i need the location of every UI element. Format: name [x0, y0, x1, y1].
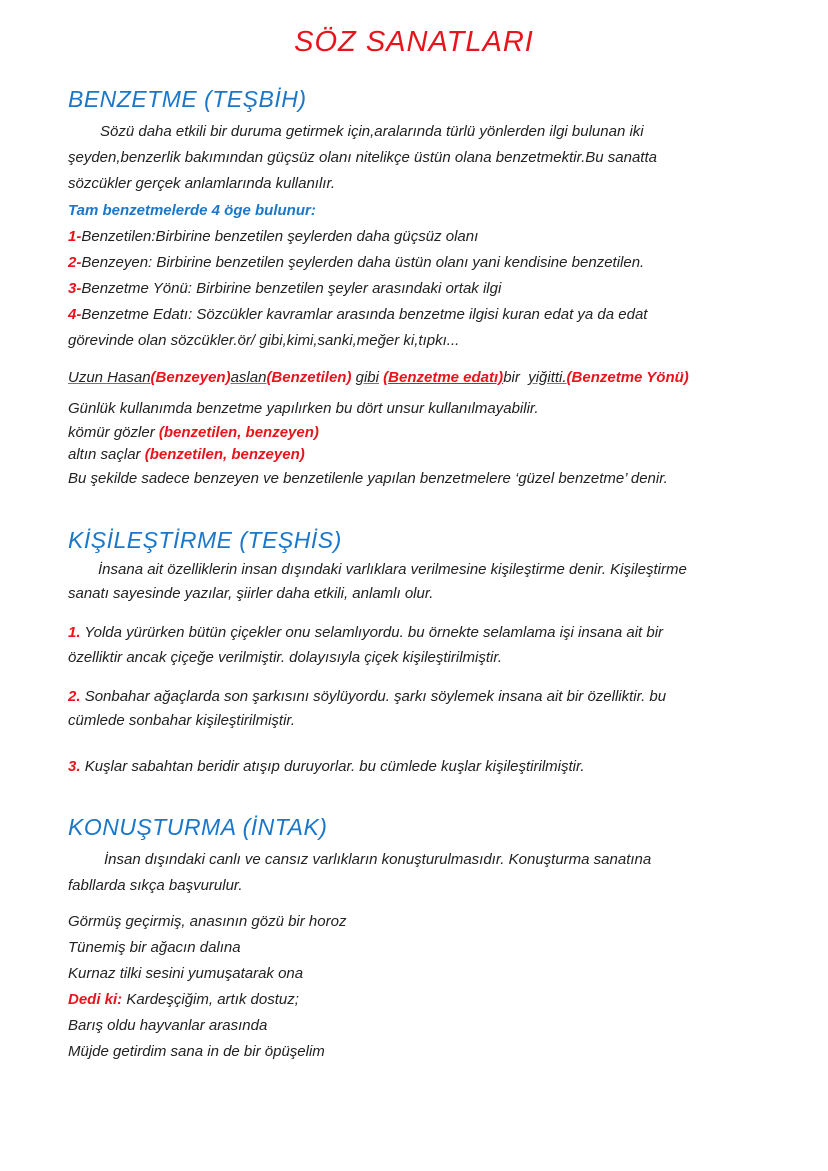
paragraph-line: İnsan dışındaki canlı ve cansız varlıkların konuşturulmasıdır. Konuşturma sanatına — [104, 851, 652, 868]
example-word: aslan — [230, 369, 267, 386]
page-title: SÖZ SANATLARI — [294, 26, 534, 58]
item-text: Benzetilen:Birbirine benzetilen şeylerden daha güçsüz olanı — [81, 228, 479, 245]
section-heading-benzetme: BENZETME (TEŞBİH) — [68, 86, 307, 112]
poem-line — [68, 913, 346, 931]
item-number: 3- — [68, 280, 82, 297]
example-line — [68, 688, 666, 706]
line-text: kömür gözler — [68, 424, 159, 441]
poem-text: Müjde getirdim sana in de bir öpüşelim — [68, 1043, 325, 1060]
section-heading-konusturma: KONUŞTURMA (İNTAK) — [68, 814, 328, 840]
paragraph-line: fabllarda sıkça başvurulur. — [68, 877, 243, 894]
item-number: 1- — [68, 228, 82, 245]
poem-text: Barış oldu hayvanlar arasında — [68, 1017, 268, 1034]
list-item — [68, 280, 501, 298]
poem-line — [68, 965, 303, 983]
example-word: yiğitti. — [528, 369, 567, 386]
example-tag: (Benzeyen) — [150, 369, 231, 386]
poem-text: Tünemiş bir ağacın dalına — [68, 939, 241, 956]
example-number: 1. — [68, 624, 81, 641]
poem-text: Kurnaz tilki sesini yumuşatarak ona — [68, 965, 304, 982]
example-number: 2. — [68, 688, 81, 705]
list-item-continuation: görevinde olan sözcükler.ör/ gibi,kimi,sanki,meğer ki,tıpkı... — [68, 332, 460, 349]
example-word: gibi — [355, 369, 379, 386]
example-number: 3. — [68, 758, 81, 775]
example-line: özelliktir ancak çiçeğe verilmiştir. dolayısıyla çiçek kişileştirilmiştir. — [68, 649, 502, 666]
line-text: Bu şekilde sadece benzeyen ve benzetilenle yapılan benzetmelere ‘güzel benzetme’ denir. — [68, 470, 668, 487]
text-line — [68, 446, 305, 464]
paragraph-line: İnsana ait özelliklerin insan dışındaki varlıklara verilmesine kişileştirme denir. Kişileştirme — [98, 561, 687, 578]
paragraph-line: Sözü daha etkili bir duruma getirmek için,aralarında türlü yönlerden ilgi bulunan iki — [100, 123, 644, 140]
text-line — [68, 424, 319, 442]
item-number: 4- — [68, 306, 82, 323]
example-word: Uzun Hasan — [68, 369, 151, 386]
poem-line — [68, 939, 241, 957]
example-text: Yolda yürürken bütün çiçekler onu selamlıyordu. bu örnekte selamlama işi insana ait bir — [84, 624, 664, 641]
paragraph-line: sözcükler gerçek anlamlarında kullanılır. — [68, 175, 336, 192]
poem-lead: Dedi ki: — [68, 991, 123, 1008]
item-text: Benzeyen: Birbirine benzetilen şeylerden daha üstün olanı yani kendisine benzetilen. — [81, 254, 645, 271]
poem-line — [68, 991, 299, 1009]
poem-text: Görmüş geçirmiş, anasının gözü bir horoz — [68, 913, 347, 930]
example-line — [68, 624, 663, 642]
subheading: Tam benzetmelerde 4 öge bulunur: — [68, 202, 316, 219]
poem-line — [68, 1017, 267, 1035]
paragraph-line: şeyden,benzerlik bakımından güçsüz olanı nitelikçe üstün olana benzetmektir.Bu sanatta — [68, 149, 657, 166]
poem-line — [68, 1043, 325, 1061]
item-text: Benzetme Yönü: Birbirine benzetilen şeyler arasındaki ortak ilgi — [81, 280, 502, 297]
line-tag: (benzetilen, benzeyen) — [144, 446, 305, 463]
poem-text: Kardeşçiğim, artık dostuz; — [122, 991, 299, 1008]
example-word: bir — [503, 369, 520, 386]
example-text: Sonbahar ağaçlarda son şarkısını söylüyordu. şarkı söylemek insana ait bir özelliktir. bu — [84, 688, 667, 705]
paragraph-line: sanatı sayesinde yazılar, şiirler daha etkili, anlamlı olur. — [68, 585, 434, 602]
section-heading-kisilestirme: KİŞİLEŞTİRME (TEŞHİS) — [68, 527, 342, 553]
example-tag: (Benzetme edatı) — [383, 369, 504, 386]
line-text: altın saçlar — [68, 446, 145, 463]
list-item — [68, 254, 644, 272]
list-item — [68, 228, 478, 246]
example-tag: (Benzetilen) — [266, 369, 352, 386]
text-line — [68, 470, 668, 488]
item-text: Benzetme Edatı: Sözcükler kavramlar arasında benzetme ilgisi kuran edat ya da edat — [81, 306, 648, 323]
text-line — [68, 400, 539, 418]
example-tag: (Benzetme Yönü) — [566, 369, 689, 386]
example-sentence — [68, 369, 689, 387]
list-item — [68, 306, 647, 324]
line-text: Günlük kullanımda benzetme yapılırken bu dört unsur kullanılmayabilir. — [68, 400, 539, 417]
example-text: Kuşlar sabahtan beridir atışıp duruyorlar. bu cümlede kuşlar kişileştirilmiştir. — [84, 758, 585, 775]
example-line — [68, 758, 585, 776]
line-tag: (benzetilen, benzeyen) — [158, 424, 319, 441]
item-number: 2- — [68, 254, 82, 271]
example-line: cümlede sonbahar kişileştirilmiştir. — [68, 712, 296, 729]
